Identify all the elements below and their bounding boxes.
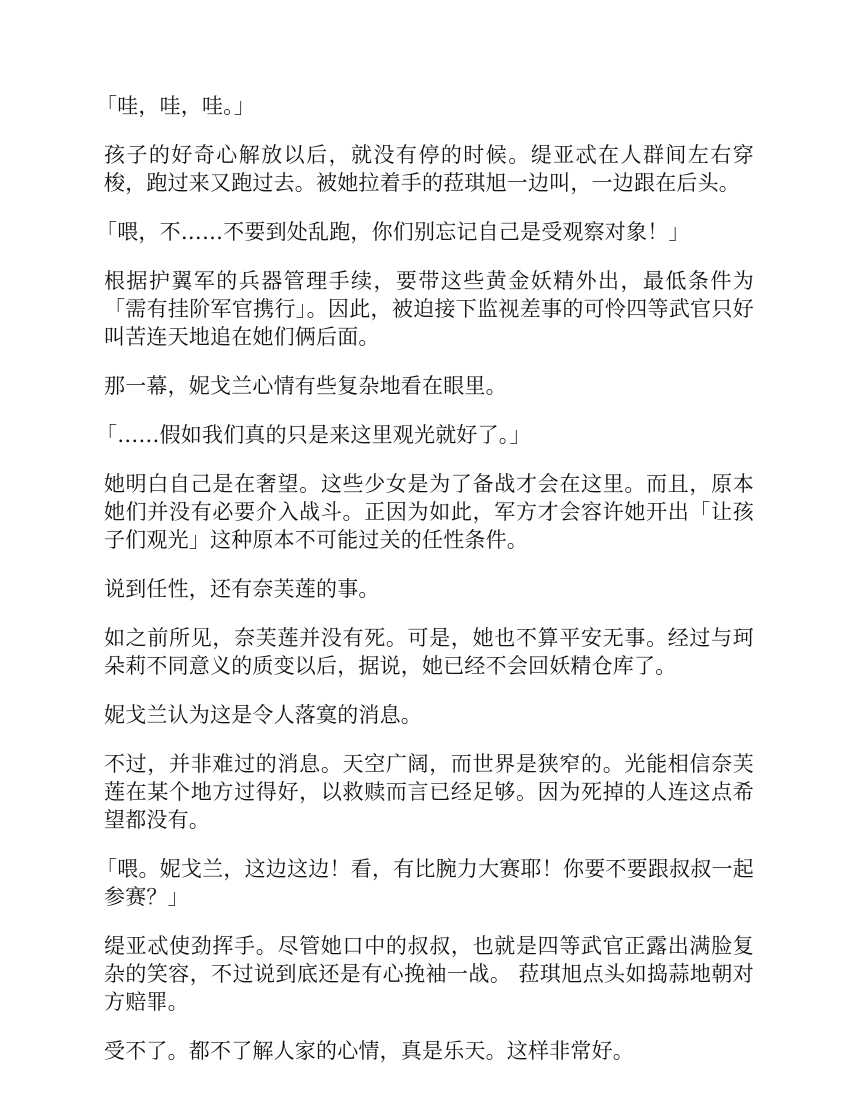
paragraph-10: 妮戈兰认为这是令人落寞的消息。 bbox=[104, 703, 422, 727]
paragraph-6: 「……假如我们真的只是来这里观光就好了。」 bbox=[96, 423, 531, 447]
paragraph-3: 「喂，不……不要到处乱跑，你们别忘记自己是受观察对象！」 bbox=[96, 220, 690, 244]
paragraph-11: 不过，并非难过的消息。天空广阔，而世界是狭窄的。光能相信奈芙莲在某个地方过得好，以救赎而言已经足够。因为死掉的人连这点希望都没有。 bbox=[104, 752, 754, 832]
paragraph-12: 「喂。妮戈兰，这边这边！看，有比腕力大赛耶！你要不要跟叔叔一起参赛？」 bbox=[96, 857, 754, 909]
paragraph-2: 孩子的好奇心解放以后，就没有停的时候。缇亚忒在人群间左右穿梭，跑过来又跑过去。被她拉着手的菈琪旭一边叫，一边跟在后头。 bbox=[104, 143, 754, 195]
paragraph-9: 如之前所见，奈芙莲并没有死。可是，她也不算平安无事。经过与珂朵莉不同意义的质变以后，据说，她已经不会回妖精仓库了。 bbox=[104, 626, 754, 678]
paragraph-14: 受不了。都不了解人家的心情，真是乐天。这样非常好。 bbox=[104, 1039, 634, 1063]
paragraph-8: 说到任性，还有奈芙莲的事。 bbox=[104, 577, 380, 601]
paragraph-4: 根据护翼军的兵器管理手续，要带这些黄金妖精外出，最低条件为「需有挂阶军官携行」。因此，被迫接下监视差事的可怜四等武官只好叫苦连天地追在她们俩后面。 bbox=[104, 269, 754, 349]
paragraph-13: 缇亚忒使劲挥手。尽管她口中的叔叔，也就是四等武官正露出满脸复杂的笑容，不过说到底还是有心挽袖一战。 菈琪旭点头如捣蒜地朝对方赔罪。 bbox=[104, 934, 754, 1014]
document-page bbox=[96, 92, 754, 1086]
paragraph-7: 她明白自己是在奢望。这些少女是为了备战才会在这里。而且，原本她们并没有必要介入战斗。正因为如此，军方才会容许她开出「让孩子们观光」这种原本不可能过关的任性条件。 bbox=[104, 472, 754, 552]
paragraph-5: 那一幕，妮戈兰心情有些复杂地看在眼里。 bbox=[104, 374, 507, 398]
paragraph-1: 「哇，哇，哇。」 bbox=[96, 94, 256, 118]
